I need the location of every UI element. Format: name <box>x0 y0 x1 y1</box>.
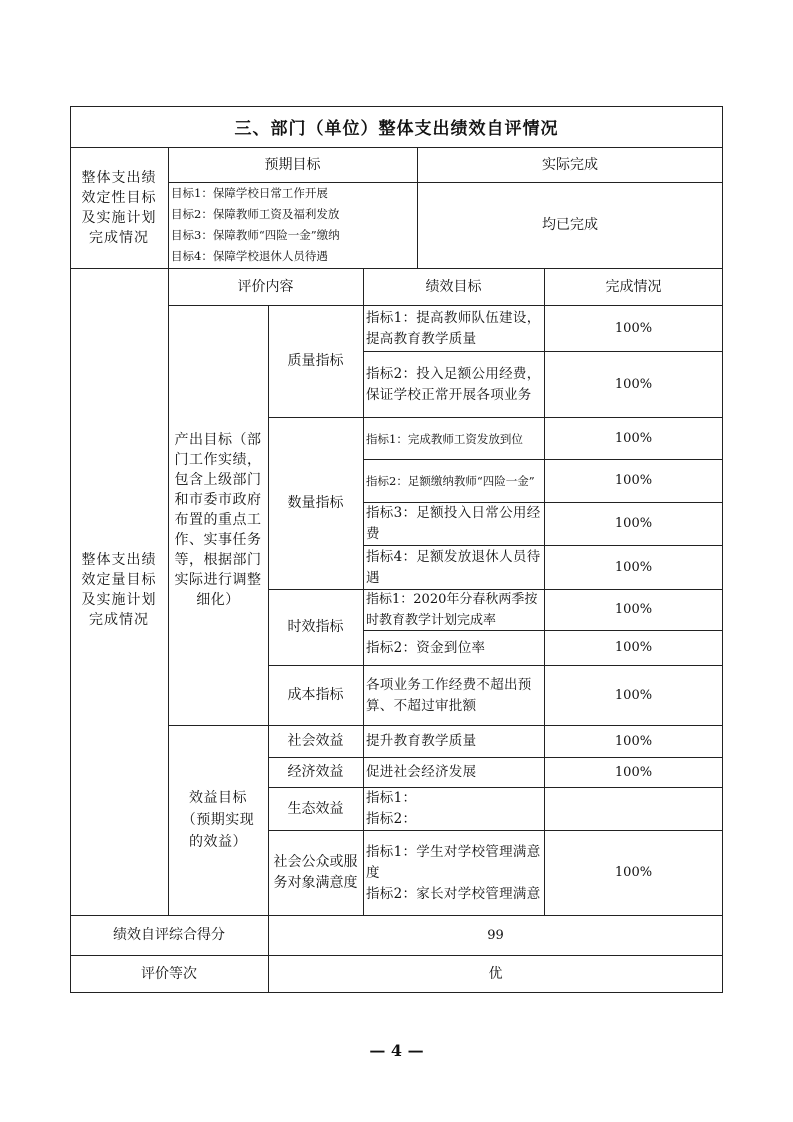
evaluation-content-header: 评价内容 <box>237 278 294 295</box>
economic-benefit-label: 经济效益 <box>287 764 344 780</box>
actual-completion-value: 均已完成 <box>542 217 598 233</box>
quality-indicator-label: 质量指标 <box>287 353 344 369</box>
score-label: 绩效自评综合得分 <box>113 927 225 943</box>
grid-line <box>168 147 169 915</box>
quantitative-row-label: 整体支出绩效定量目标及实施计划完成情况 <box>81 552 157 628</box>
goal-item: 目标2：保障教师工资及福利发放 <box>171 207 340 221</box>
ecological-benefit-label: 生态效益 <box>287 800 344 817</box>
goal-item: 目标3：保障教师“四险一金”缴纳 <box>171 228 340 242</box>
indicator-text: 指标1：提高教师队伍建设，提高教育教学质量 <box>366 309 541 347</box>
quantity-indicator-label: 数量指标 <box>287 495 344 511</box>
expected-goals-list <box>171 183 415 267</box>
indicator-text: 指标3：足额投入日常公用经费 <box>366 505 541 542</box>
qualitative-row-label: 整体支出绩效定性目标及实施计划完成情况 <box>81 169 157 246</box>
indicator-text: 指标1： <box>366 790 417 806</box>
indicator-value <box>544 787 723 830</box>
section-title: 三、部门（单位）整体支出绩效自评情况 <box>234 119 559 139</box>
indicator-text: 指标2：家长对学校管理满意 <box>366 885 541 902</box>
indicator-text: 指标1：完成教师工资发放到位 <box>366 431 523 446</box>
indicator-text: 指标4：足额发放退休人员待遇 <box>366 548 541 586</box>
indicator-value: 100% <box>614 376 653 392</box>
indicator-value: 100% <box>614 865 653 880</box>
goal-item: 目标4：保障学校退休人员待遇 <box>171 249 328 263</box>
indicator-value: 100% <box>614 640 653 655</box>
indicator-value: 100% <box>614 516 653 531</box>
score-value: 99 <box>487 927 504 943</box>
indicator-value: 100% <box>614 559 653 575</box>
indicator-value: 100% <box>614 320 653 336</box>
indicator-value: 100% <box>614 764 653 780</box>
indicator-text: 指标2： <box>366 811 417 827</box>
indicator-text: 提升教育教学质量 <box>366 732 477 749</box>
indicator-value: 100% <box>614 430 653 446</box>
satisfaction-label: 社会公众或服务对象满意度 <box>273 853 358 891</box>
indicator-value: 100% <box>614 733 653 749</box>
expected-goal-header: 预期目标 <box>264 156 321 173</box>
completion-status-header: 完成情况 <box>605 278 662 295</box>
indicator-text: 指标2：足额缴纳教师“四险一金” <box>366 474 535 488</box>
indicator-text: 指标2：资金到位率 <box>366 639 486 656</box>
cost-indicator-label: 成本指标 <box>287 687 344 703</box>
benefit-target-label: 效益目标（预期实现的效益） <box>181 790 255 850</box>
indicator-text: 指标2：投入足额公用经费，保证学校正常开展各项业务 <box>366 365 541 403</box>
performance-target-header: 绩效目标 <box>425 278 482 295</box>
indicator-value: 100% <box>614 687 653 703</box>
grid-line <box>363 268 364 915</box>
indicator-text: 指标1：2020年分春秋两季按时教育教学计划完成率 <box>366 592 538 628</box>
social-benefit-label: 社会效益 <box>287 733 344 749</box>
indicator-value: 100% <box>614 602 653 617</box>
ecological-indicators <box>366 788 542 830</box>
timeliness-indicator-label: 时效指标 <box>287 619 344 635</box>
page-number: — 4 — <box>369 1040 424 1060</box>
actual-completion-header: 实际完成 <box>542 156 598 173</box>
grade-label: 评价等次 <box>141 966 197 982</box>
grade-value: 优 <box>488 966 503 982</box>
indicator-text: 促进社会经济发展 <box>366 763 477 780</box>
indicator-text: 各项业务工作经费不超出预算、不超过审批额 <box>366 676 532 714</box>
output-target-label: 产出目标（部门工作实绩，包含上级部门和市委市政府布置的重点工作、实事任务等，根据部门实际进行调整细化） <box>174 432 262 608</box>
goal-item: 目标1：保障学校日常工作开展 <box>171 186 328 200</box>
indicator-value: 100% <box>614 473 653 488</box>
satisfaction-indicators <box>366 831 542 915</box>
indicator-text: 指标1：学生对学校管理满意度 <box>366 843 541 881</box>
